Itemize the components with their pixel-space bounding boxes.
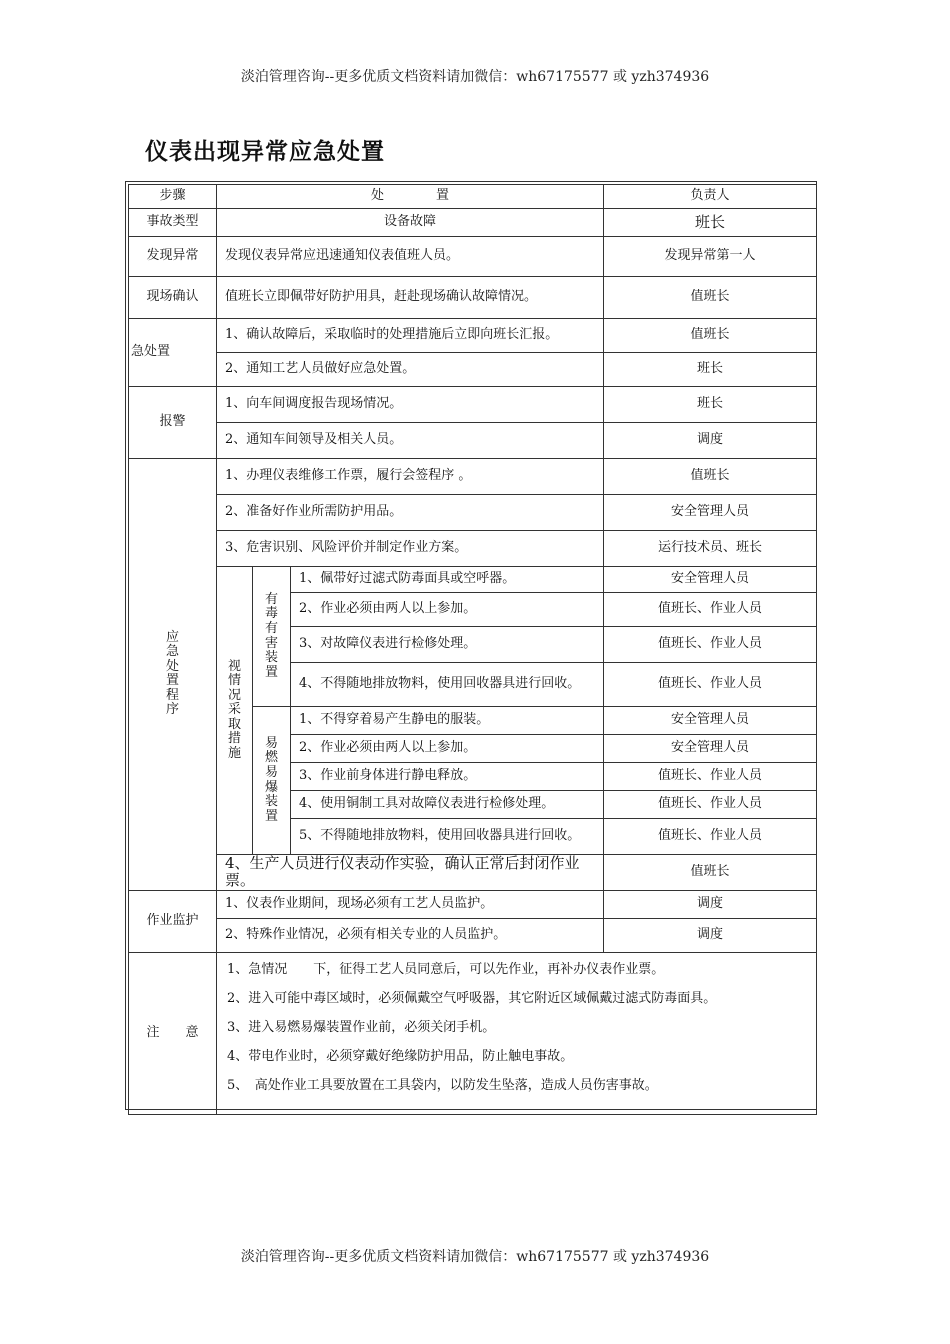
notes-list: [217, 952, 817, 1114]
supervision-row: [129, 918, 817, 952]
toxic-row: [129, 567, 817, 593]
confirm-label: 现场确认: [129, 277, 217, 319]
notes-label: 注 意: [129, 952, 217, 1114]
alarm-owner-1: 班长: [604, 387, 817, 423]
flammable-owner-5: 值班长、作业人员: [604, 819, 817, 855]
supervision-row: [129, 890, 817, 918]
document-title: 仪表出现异常应急处置: [145, 139, 385, 165]
discover-label: 发现异常: [129, 237, 217, 277]
page-header: 淡泊管理咨询--更多优质文档资料请加微信：wh67175577 或 yzh374936: [240, 69, 710, 85]
col-step-header: 步骤: [129, 185, 217, 209]
emergency-owner-1: 值班长: [604, 319, 817, 353]
col-owner-header: 负责人: [604, 185, 817, 209]
confirm-owner: 值班长: [604, 277, 817, 319]
emergency-owner-2: 班长: [604, 353, 817, 387]
discover-action: 发现仪表异常应迅速通知仪表值班人员。: [217, 237, 604, 277]
confirm-row: [129, 277, 817, 319]
supervision-owner-1: 调度: [604, 890, 817, 918]
flammable-action-2: 2、作业必须由两人以上参加。: [291, 735, 604, 763]
confirm-action: 值班长立即佩带好防护用具，赶赴现场确认故障情况。: [217, 277, 604, 319]
alarm-row: [129, 423, 817, 459]
measures-label: 视情况采取措施: [217, 567, 253, 855]
toxic-owner-1: 安全管理人员: [604, 567, 817, 593]
alarm-row: [129, 387, 817, 423]
emergency-label: 急处置: [129, 319, 217, 387]
flammable-label: 易燃易爆装置: [253, 707, 291, 855]
procedure-owner-2: 安全管理人员: [604, 495, 817, 531]
procedure-action-2: 2、准备好作业所需防护用品。: [217, 495, 604, 531]
note-item: 5、 高处作业工具要放置在工具袋内，以防发生坠落，造成人员伤害事故。: [227, 1077, 658, 1093]
procedure-table-frame: [125, 181, 817, 1110]
flammable-owner-2: 安全管理人员: [604, 735, 817, 763]
supervision-label: 作业监护: [129, 890, 217, 952]
toxic-label: 有毒有害装置: [253, 567, 291, 707]
flammable-owner-1: 安全管理人员: [604, 707, 817, 735]
procedure-owner-1: 值班长: [604, 459, 817, 495]
alarm-action-1: 1、向车间调度报告现场情况。: [217, 387, 604, 423]
toxic-action-2: 2、作业必须由两人以上参加。: [291, 593, 604, 627]
note-item: 2、进入可能中毒区域时，必须佩戴空气呼吸器，其它附近区域佩戴过滤式防毒面具。: [227, 990, 717, 1006]
note-item: 1、急情况 下，征得工艺人员同意后，可以先作业，再补办仪表作业票。: [227, 961, 665, 977]
accident-type-label: 事故类型: [129, 209, 217, 237]
alarm-action-2: 2、通知车间领导及相关人员。: [217, 423, 604, 459]
page-footer: 淡泊管理咨询--更多优质文档资料请加微信：wh67175577 或 yzh374936: [240, 1249, 710, 1265]
procedure-action-1: 1、办理仪表维修工作票，履行会签程序 。: [217, 459, 604, 495]
flammable-action-3: 3、作业前身体进行静电释放。: [291, 763, 604, 791]
alarm-label: 报警: [129, 387, 217, 459]
procedure-label: 应急处置程序: [129, 459, 217, 891]
emergency-row: [129, 319, 817, 353]
flammable-action-4: 4、使用铜制工具对故障仪表进行检修处理。: [291, 791, 604, 819]
procedure-row: [129, 531, 817, 567]
flammable-owner-3: 值班长、作业人员: [604, 763, 817, 791]
toxic-owner-3: 值班长、作业人员: [604, 627, 817, 663]
procedure-final-action: 4、生产人员进行仪表动作实验，确认正常后封闭作业票。: [217, 855, 604, 891]
table-header-row: [129, 185, 817, 209]
toxic-owner-4: 值班长、作业人员: [604, 663, 817, 707]
procedure-row: [129, 495, 817, 531]
discover-row: [129, 237, 817, 277]
flammable-owner-4: 值班长、作业人员: [604, 791, 817, 819]
supervision-owner-2: 调度: [604, 918, 817, 952]
note-item: 3、进入易燃易爆装置作业前，必须关闭手机。: [227, 1019, 496, 1035]
discover-owner: 发现异常第一人: [604, 237, 817, 277]
toxic-action-4: 4、不得随地排放物料，使用回收器具进行回收。: [291, 663, 604, 707]
accident-type-owner: 班长: [604, 209, 817, 237]
flammable-action-1: 1、不得穿着易产生静电的服装。: [291, 707, 604, 735]
flammable-action-5: 5、不得随地排放物料，使用回收器具进行回收。: [291, 819, 604, 855]
emergency-row: [129, 353, 817, 387]
emergency-action-1: 1、确认故障后，采取临时的处理措施后立即向班长汇报。: [217, 319, 604, 353]
col-action-header: 处 置: [217, 185, 604, 209]
note-item: 4、带电作业时，必须穿戴好绝缘防护用品，防止触电事故。: [227, 1048, 574, 1064]
supervision-action-1: 1、仪表作业期间，现场必须有工艺人员监护。: [217, 890, 604, 918]
alarm-owner-2: 调度: [604, 423, 817, 459]
procedure-final-row: [129, 855, 817, 891]
emergency-action-2: 2、通知工艺人员做好应急处置。: [217, 353, 604, 387]
notes-row: [129, 952, 817, 1114]
supervision-action-2: 2、特殊作业情况，必须有相关专业的人员监护。: [217, 918, 604, 952]
toxic-action-1: 1、佩带好过滤式防毒面具或空呼器。: [291, 567, 604, 593]
procedure-final-owner: 值班长: [604, 855, 817, 891]
toxic-owner-2: 值班长、作业人员: [604, 593, 817, 627]
toxic-action-3: 3、对故障仪表进行检修处理。: [291, 627, 604, 663]
procedure-action-3: 3、危害识别、风险评价并制定作业方案。: [217, 531, 604, 567]
procedure-table: [128, 184, 817, 1115]
procedure-owner-3: 运行技术员、班长: [604, 531, 817, 567]
accident-type-row: [129, 209, 817, 237]
procedure-row: [129, 459, 817, 495]
accident-type-value: 设备故障: [217, 209, 604, 237]
